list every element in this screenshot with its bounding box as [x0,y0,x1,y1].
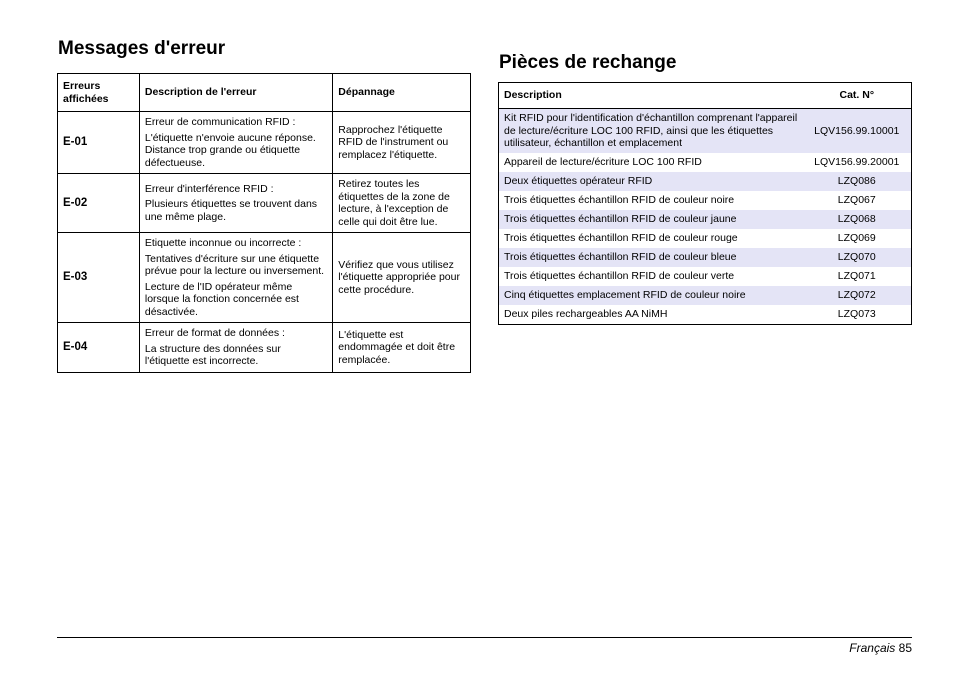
part-description: Appareil de lecture/écriture LOC 100 RFID [504,155,702,168]
error-code: E-02 [58,174,140,233]
table-row [58,174,471,233]
troubleshooting-text: L'étiquette est endommagée et doit être remplacée. [333,323,471,373]
error-description-line: Erreur de communication RFID : [144,116,296,128]
part-description: Trois étiquettes échantillon RFID de couleur bleue [499,248,803,267]
table-row [499,153,912,172]
error-code: E-03 [58,233,140,323]
parts-section-title: Pièces de rechange [499,52,677,73]
header-displayed-errors: Erreurs affichées [58,74,140,112]
page-number: 85 [898,641,912,655]
error-messages-table [57,73,471,373]
error-description-line: Erreur d'interférence RFID : [144,182,274,195]
troubleshooting-text: Retirez toutes les étiquettes de la zone de lecture, à l'exception de celle qui doit être lue. [333,174,471,233]
part-catalog-number: LZQ070 [803,248,912,267]
error-description-line: L'étiquette n'envoie aucune réponse. Distance trop grande ou étiquette défectueuse. [144,131,316,169]
spare-parts-table [498,82,912,325]
part-catalog-number: LQV156.99.10001 [803,109,912,153]
errors-section-title: Messages d'erreur [58,38,226,59]
error-description-cell [139,112,332,174]
table-row [499,267,912,286]
part-description: Cinq étiquettes emplacement RFID de couleur noire [499,286,803,305]
part-catalog-number: LZQ068 [803,210,912,229]
header-description: Description [499,83,803,109]
part-description: Trois étiquettes échantillon RFID de couleur rouge [504,231,738,244]
part-description: Trois étiquettes échantillon RFID de couleur noire [504,193,735,206]
part-description: Deux piles rechargeables AA NiMH [504,307,668,320]
error-description-cell [139,323,332,373]
table-row [499,191,912,210]
footer-language: Français [849,641,896,655]
page-footer [849,641,912,655]
header-troubleshooting: Dépannage [333,74,471,112]
part-catalog-number: LZQ086 [803,172,912,191]
part-catalog-number: LQV156.99.20001 [814,155,900,168]
error-code: E-04 [58,323,140,373]
footer-divider [57,637,912,638]
part-catalog-number: LZQ067 [837,193,876,206]
error-description-line: Plusieurs étiquettes se trouvent dans une même plage. [144,198,318,223]
troubleshooting-text: Rapprochez l'étiquette RFID de l'instrument ou remplacez l'étiquette. [333,112,471,174]
part-catalog-number: LZQ071 [837,269,876,282]
header-catalog-number: Cat. N° [803,83,912,109]
part-description: Trois étiquettes échantillon RFID de couleur jaune [499,210,803,229]
table-header-row [58,74,471,112]
part-description: Trois étiquettes échantillon RFID de couleur verte [504,269,735,282]
part-description: Deux étiquettes opérateur RFID [499,172,803,191]
table-row [499,172,912,191]
part-catalog-number: LZQ073 [837,307,876,320]
error-code: E-01 [58,112,140,174]
table-row [499,229,912,248]
table-row [499,248,912,267]
part-description: Kit RFID pour l'identification d'échantillon comprenant l'appareil de lecture/écriture LOC 100 RFID, ainsi que les étiquettes utilisateur, échantillon et emplacement [499,109,803,153]
troubleshooting-text: Vérifiez que vous utilisez l'étiquette appropriée pour cette procédure. [333,233,471,323]
error-description-cell [139,174,332,233]
table-row [58,323,471,373]
error-description-line: Lecture de l'ID opérateur même lorsque la fonction concernée est désactivée. [144,280,299,318]
table-row [499,210,912,229]
error-description-line: Etiquette inconnue ou incorrecte : [144,237,302,249]
error-description-line: Erreur de format de données : [144,327,285,339]
table-header-row [499,83,912,109]
header-error-description: Description de l'erreur [139,74,332,112]
table-row [499,305,912,325]
part-catalog-number: LZQ069 [837,231,876,244]
table-row [58,233,471,323]
table-row [499,286,912,305]
error-description-cell [139,233,332,323]
error-description-line: La structure des données sur l'étiquette est incorrecte. [144,342,281,367]
part-catalog-number: LZQ072 [803,286,912,305]
error-description-line: Tentatives d'écriture sur une étiquette prévue pour la lecture ou inversement. [144,252,325,277]
table-row [499,109,912,153]
table-row [58,112,471,174]
